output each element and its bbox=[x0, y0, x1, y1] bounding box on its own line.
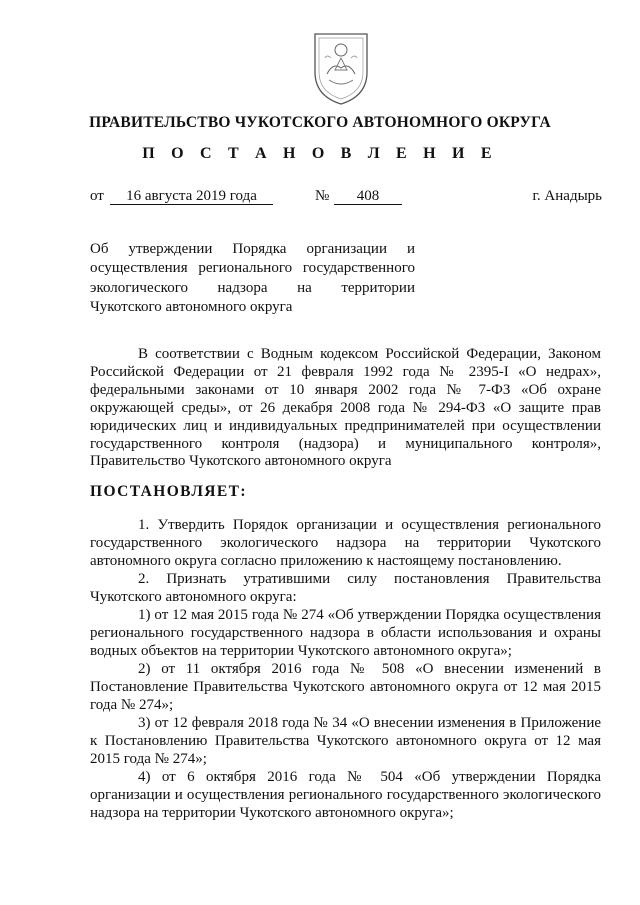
item-paragraph: 1. Утвердить Порядок организации и осуществления регионального государственного экологического надзора на территории Чукотского автономного округа согласно приложению к настоящему постановлению. bbox=[90, 517, 601, 569]
document-date bbox=[110, 188, 273, 205]
item-paragraph: 1) от 12 мая 2015 года № 274 «Об утверждении Порядка осуществления регионального государственного надзора в области использования и охраны водных объектов на территории Чукотского автономного округа»; bbox=[90, 607, 601, 659]
number-prefix: № bbox=[315, 188, 330, 204]
item-paragraph: 2. Признать утратившими силу постановления Правительства Чукотского автономного округа: bbox=[90, 571, 601, 605]
organization-title: ПРАВИТЕЛЬСТВО ЧУКОТСКОГО АВТОНОМНОГО ОКРУГА bbox=[89, 114, 551, 131]
decree-heading: ПОСТАНОВЛЯЕТ: bbox=[90, 483, 247, 500]
item-paragraph: 3) от 12 февраля 2018 года № 34 «О внесении изменения в Приложение к Постановлению Правительства Чукотского автономного округа от 12 мая 2015 года № 274»; bbox=[90, 715, 601, 767]
document-number bbox=[334, 188, 402, 205]
preamble-paragraph: В соответствии с Водным кодексом Российской Федерации, Законом Российской Федерации от 21 февраля 1992 года № 2395-I «О недрах», федеральными законами от 10 января 2002 года № 7-ФЗ «Об охране окружающей среды», от 26 декабря 2008 года № 294-ФЗ «О защите прав юридических лиц и индивидуальных предпринимателей при осуществлении государственного контроля (надзора) и муниципального контроля», Правительство Чукотского автономного округа bbox=[90, 346, 601, 470]
subject-line: осуществления регионального государственного bbox=[90, 260, 415, 277]
document-subject bbox=[90, 240, 415, 318]
document-number-value: 408 bbox=[334, 189, 402, 205]
document-date-value: 16 августа 2019 года bbox=[110, 189, 273, 205]
document-type-title: П О С Т А Н О В Л Е Н И Е bbox=[142, 145, 498, 162]
item-paragraph: 4) от 6 октября 2016 года № 504 «Об утверждении Порядка организации и осуществления регионального государственного экологического надзора на территории Чукотского автономного округа»; bbox=[90, 769, 601, 821]
chukotka-coat-of-arms-icon bbox=[305, 28, 377, 108]
date-prefix: от bbox=[90, 188, 104, 204]
subject-line: экологического надзора на территории bbox=[90, 279, 415, 296]
item-paragraph: 2) от 11 октября 2016 года № 508 «О внесении изменений в Постановление Правительства Чукотского автономного округа от 12 мая 2015 года № 274»; bbox=[90, 661, 601, 713]
document-city: г. Анадырь bbox=[532, 188, 602, 204]
subject-line: Чукотского автономного округа bbox=[90, 299, 293, 316]
subject-line: Об утверждении Порядка организации и bbox=[90, 241, 415, 257]
